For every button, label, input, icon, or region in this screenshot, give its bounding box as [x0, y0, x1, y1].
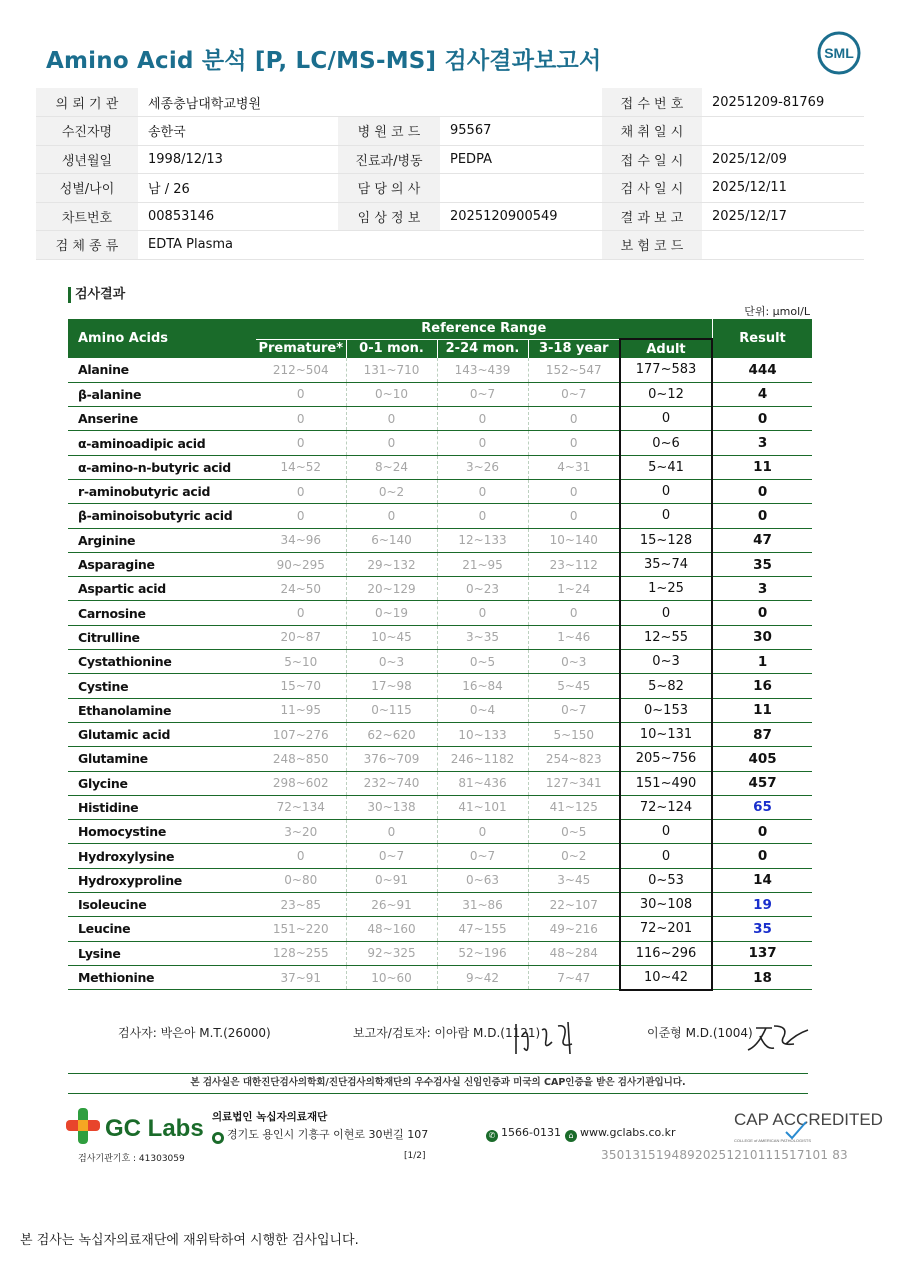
table-row: [68, 382, 812, 406]
table-row: [68, 747, 812, 771]
table-row: [68, 577, 812, 601]
result-value: 444: [712, 358, 812, 382]
adult-range-cell: 0: [620, 479, 712, 503]
reference-range-cell: 10~60: [346, 965, 437, 989]
info-value: 1998/12/13: [138, 145, 338, 174]
amino-acid-name: α-aminoadipic acid: [68, 431, 256, 455]
result-value: 11: [712, 698, 812, 722]
info-label: 임 상 정 보: [338, 202, 440, 231]
table-row: [68, 844, 812, 868]
cap-logo-text: CAP ACCREDITED: [734, 1110, 883, 1129]
info-value: EDTA Plasma: [138, 231, 338, 260]
reference-range-cell: 48~160: [346, 917, 437, 941]
reference-range-cell: 0: [437, 820, 528, 844]
reference-range-cell: 0~91: [346, 868, 437, 892]
table-row: [68, 552, 812, 576]
reference-range-cell: 6~140: [346, 528, 437, 552]
home-icon: ⌂: [565, 1130, 577, 1142]
adult-range-cell: 0: [620, 407, 712, 431]
result-value: 0: [712, 479, 812, 503]
amino-acid-name: Anserine: [68, 407, 256, 431]
reference-range-cell: 23~112: [528, 552, 620, 576]
reference-range-cell: 47~155: [437, 917, 528, 941]
reference-range-cell: 81~436: [437, 771, 528, 795]
reference-range-cell: 0~23: [437, 577, 528, 601]
table-row: [68, 358, 812, 382]
reference-range-cell: 131~710: [346, 358, 437, 382]
reference-range-cell: 72~134: [256, 795, 346, 819]
result-value: 137: [712, 941, 812, 965]
reference-range-cell: 3~26: [437, 455, 528, 479]
result-value: 405: [712, 747, 812, 771]
reference-range-cell: 3~20: [256, 820, 346, 844]
reference-range-cell: 0~2: [528, 844, 620, 868]
result-value: 16: [712, 674, 812, 698]
table-row: [68, 455, 812, 479]
amino-acid-name: r-aminobutyric acid: [68, 479, 256, 503]
table-row: [68, 407, 812, 431]
reference-range-cell: 212~504: [256, 358, 346, 382]
adult-range-cell: 5~41: [620, 455, 712, 479]
reference-range-cell: 0~7: [528, 382, 620, 406]
reference-range-cell: 49~216: [528, 917, 620, 941]
amino-acid-name: Alanine: [68, 358, 256, 382]
table-row: [68, 674, 812, 698]
foundation-name: 의료법인 녹십자의료재단: [212, 1111, 328, 1123]
table-row: [68, 528, 812, 552]
reference-range-cell: 52~196: [437, 941, 528, 965]
table-row: [68, 601, 812, 625]
patient-info-row: [36, 202, 864, 231]
reference-range-cell: 0~63: [437, 868, 528, 892]
reference-range-cell: 0: [528, 504, 620, 528]
info-value: PEDPA: [440, 145, 602, 174]
reference-range-cell: 8~24: [346, 455, 437, 479]
info-label: [338, 88, 440, 117]
reference-range-cell: 298~602: [256, 771, 346, 795]
reference-range-cell: 0: [256, 431, 346, 455]
reference-range-cell: 0: [256, 407, 346, 431]
result-value: 0: [712, 407, 812, 431]
patient-info-row: [36, 174, 864, 203]
sml-logo-text: SML: [824, 45, 854, 61]
info-label: 차트번호: [36, 202, 138, 231]
amino-acid-name: Cystathionine: [68, 650, 256, 674]
amino-acid-name: Citrulline: [68, 625, 256, 649]
table-row: [68, 771, 812, 795]
result-value: 87: [712, 722, 812, 746]
amino-acid-name: Glutamine: [68, 747, 256, 771]
table-row: [68, 650, 812, 674]
website: ⌂ www.gclabs.co.kr: [565, 1126, 676, 1142]
reference-range-cell: 0: [437, 601, 528, 625]
reference-range-cell: 20~129: [346, 577, 437, 601]
result-value: 35: [712, 917, 812, 941]
info-label: 담 당 의 사: [338, 174, 440, 203]
reference-range-cell: 5~150: [528, 722, 620, 746]
reviewer-handwritten-signature: [742, 1016, 812, 1060]
table-row: [68, 820, 812, 844]
info-value: 남 / 26: [138, 174, 338, 203]
result-value: 19: [712, 893, 812, 917]
reference-range-cell: 0~5: [437, 650, 528, 674]
info-label: 보 험 코 드: [602, 231, 702, 260]
reference-range-cell: 0~7: [528, 698, 620, 722]
amino-acid-name: Glutamic acid: [68, 722, 256, 746]
barcode-number: 35013151948920251210111517101 83: [601, 1148, 848, 1162]
info-label: 병 원 코 드: [338, 117, 440, 146]
amino-acid-name: Asparagine: [68, 552, 256, 576]
reference-range-cell: 107~276: [256, 722, 346, 746]
result-value: 35: [712, 552, 812, 576]
info-value: [702, 117, 864, 146]
reference-range-cell: 0: [256, 382, 346, 406]
info-label: [338, 231, 440, 260]
reference-range-cell: 9~42: [437, 965, 528, 989]
adult-range-cell: 0: [620, 844, 712, 868]
amino-acid-name: Leucine: [68, 917, 256, 941]
reference-range-cell: 0: [256, 601, 346, 625]
col-amino-acids: Amino Acids: [68, 319, 256, 358]
result-value: 47: [712, 528, 812, 552]
reference-range-cell: 0: [346, 431, 437, 455]
reference-range-cell: 48~284: [528, 941, 620, 965]
reference-range-cell: 151~220: [256, 917, 346, 941]
info-value: 세종충남대학교병원: [138, 88, 338, 117]
info-label: 의 뢰 기 관: [36, 88, 138, 117]
reference-range-cell: 29~132: [346, 552, 437, 576]
patient-info-row: [36, 88, 864, 117]
sml-logo: [816, 30, 862, 76]
amino-acid-name: Glycine: [68, 771, 256, 795]
patient-info-row: [36, 231, 864, 260]
reference-range-cell: 10~45: [346, 625, 437, 649]
adult-range-cell: 116~296: [620, 941, 712, 965]
amino-acid-name: Arginine: [68, 528, 256, 552]
col-3-18-year: 3-18 year: [528, 339, 620, 358]
phone-icon: ✆: [486, 1130, 498, 1142]
info-label: 성별/나이: [36, 174, 138, 203]
reference-range-cell: 22~107: [528, 893, 620, 917]
info-label: 진료과/병동: [338, 145, 440, 174]
table-row: [68, 917, 812, 941]
section-title: 검사결과: [68, 287, 125, 303]
phone: ✆ 1566-0131: [486, 1126, 561, 1142]
info-label: 수진자명: [36, 117, 138, 146]
patient-info-row: [36, 117, 864, 146]
result-value: 14: [712, 868, 812, 892]
result-value: 3: [712, 577, 812, 601]
amino-acid-name: Cystine: [68, 674, 256, 698]
table-row: [68, 479, 812, 503]
result-value: 4: [712, 382, 812, 406]
certification-notice: 본 검사실은 대한진단검사의학회/진단검사의학재단의 우수검사실 신임인증과 미국의 CAP인증을 받은 검사기관입니다.: [68, 1073, 808, 1094]
amino-acid-name: Lysine: [68, 941, 256, 965]
info-value: 20251209-81769: [702, 88, 864, 117]
amino-acid-name: Aspartic acid: [68, 577, 256, 601]
reference-range-cell: 254~823: [528, 747, 620, 771]
col-premature: Premature*: [256, 339, 346, 358]
reference-range-cell: 0~19: [346, 601, 437, 625]
reference-range-cell: 26~91: [346, 893, 437, 917]
reference-range-cell: 4~31: [528, 455, 620, 479]
reference-range-cell: 10~140: [528, 528, 620, 552]
reference-range-cell: 0~10: [346, 382, 437, 406]
reference-range-cell: 24~50: [256, 577, 346, 601]
adult-range-cell: 151~490: [620, 771, 712, 795]
reference-range-cell: 5~10: [256, 650, 346, 674]
table-row: [68, 431, 812, 455]
result-value: 65: [712, 795, 812, 819]
page-number: [1/2]: [404, 1151, 426, 1161]
amino-acid-name: Hydroxyproline: [68, 868, 256, 892]
info-label: 생년월일: [36, 145, 138, 174]
reference-range-cell: 152~547: [528, 358, 620, 382]
adult-range-cell: 10~131: [620, 722, 712, 746]
reference-range-cell: 14~52: [256, 455, 346, 479]
reference-range-cell: 10~133: [437, 722, 528, 746]
amino-acid-name: Isoleucine: [68, 893, 256, 917]
reference-range-cell: 7~47: [528, 965, 620, 989]
cap-subtext: COLLEGE of AMERICAN PATHOLOGISTS: [734, 1138, 811, 1143]
reference-range-cell: 0: [346, 504, 437, 528]
reference-range-cell: 3~45: [528, 868, 620, 892]
reference-range-cell: 127~341: [528, 771, 620, 795]
info-value: 00853146: [138, 202, 338, 231]
adult-range-cell: 205~756: [620, 747, 712, 771]
reference-range-cell: 16~84: [437, 674, 528, 698]
info-value: [440, 88, 602, 117]
reference-range-cell: 0: [256, 504, 346, 528]
reference-range-cell: 0: [346, 407, 437, 431]
info-label: 검 사 일 시: [602, 174, 702, 203]
reference-range-cell: 0~7: [437, 844, 528, 868]
institution-code: 검사기관기호 : 41303059: [78, 1154, 185, 1164]
adult-range-cell: 10~42: [620, 965, 712, 989]
location-icon: ●: [212, 1132, 224, 1144]
reference-range-cell: 0: [528, 431, 620, 455]
adult-range-cell: 35~74: [620, 552, 712, 576]
cap-accredited-logo: [730, 1108, 883, 1144]
info-label: 채 취 일 시: [602, 117, 702, 146]
adult-range-cell: 177~583: [620, 358, 712, 382]
reference-range-cell: 34~96: [256, 528, 346, 552]
adult-range-cell: 72~201: [620, 917, 712, 941]
table-row: [68, 941, 812, 965]
reference-range-cell: 232~740: [346, 771, 437, 795]
info-value: [702, 231, 864, 260]
result-value: 0: [712, 601, 812, 625]
reference-range-cell: 23~85: [256, 893, 346, 917]
result-value: 0: [712, 820, 812, 844]
address: ● 경기도 용인시 기흥구 이현로 30번길 107: [212, 1126, 428, 1144]
result-value: 0: [712, 504, 812, 528]
reference-range-cell: 0: [528, 479, 620, 503]
reference-range-cell: 37~91: [256, 965, 346, 989]
reference-range-cell: 246~1182: [437, 747, 528, 771]
info-value: 95567: [440, 117, 602, 146]
outsourcing-note: 본 검사는 녹십자의료재단에 재위탁하여 시행한 검사입니다.: [20, 1233, 359, 1248]
info-value: [440, 174, 602, 203]
reference-range-cell: 0: [528, 407, 620, 431]
reference-range-cell: 0~7: [437, 382, 528, 406]
adult-range-cell: 12~55: [620, 625, 712, 649]
reference-range-cell: 12~133: [437, 528, 528, 552]
col-adult: Adult: [620, 339, 712, 358]
reporter-signature: 보고자/검토자: 이아람 M.D.(1121): [353, 1026, 541, 1040]
reference-range-cell: 0~80: [256, 868, 346, 892]
result-value: 11: [712, 455, 812, 479]
info-value: 2025/12/11: [702, 174, 864, 203]
reference-range-cell: 143~439: [437, 358, 528, 382]
info-value: 2025/12/17: [702, 202, 864, 231]
patient-info-row: [36, 145, 864, 174]
reference-range-cell: 376~709: [346, 747, 437, 771]
adult-range-cell: 30~108: [620, 893, 712, 917]
reporter-handwritten-signature: [512, 1016, 582, 1060]
reference-range-cell: 30~138: [346, 795, 437, 819]
info-value: [440, 231, 602, 260]
reference-range-cell: 62~620: [346, 722, 437, 746]
reference-range-cell: 90~295: [256, 552, 346, 576]
info-label: 접 수 번 호: [602, 88, 702, 117]
reference-range-cell: 5~45: [528, 674, 620, 698]
adult-range-cell: 0: [620, 601, 712, 625]
amino-acid-name: Hydroxylysine: [68, 844, 256, 868]
result-value: 0: [712, 844, 812, 868]
reference-range-cell: 20~87: [256, 625, 346, 649]
reference-range-cell: 0: [346, 820, 437, 844]
adult-range-cell: 72~124: [620, 795, 712, 819]
tester-signature: 검사자: 박은아 M.T.(26000): [118, 1026, 271, 1040]
reference-range-cell: 21~95: [437, 552, 528, 576]
info-value: 2025120900549: [440, 202, 602, 231]
reference-range-cell: 0~7: [346, 844, 437, 868]
reference-range-cell: 0~4: [437, 698, 528, 722]
adult-range-cell: 0~3: [620, 650, 712, 674]
patient-info-table: [36, 88, 864, 260]
table-row: [68, 795, 812, 819]
gc-labs-logo: [66, 1106, 211, 1146]
reference-range-cell: 0~3: [528, 650, 620, 674]
table-row: [68, 722, 812, 746]
reference-range-cell: 1~46: [528, 625, 620, 649]
reference-range-cell: 0~3: [346, 650, 437, 674]
unit-label: 단위: μmol/L: [744, 305, 810, 318]
reference-range-cell: 11~95: [256, 698, 346, 722]
table-row: [68, 868, 812, 892]
result-value: 457: [712, 771, 812, 795]
reference-range-cell: 92~325: [346, 941, 437, 965]
reference-range-cell: 41~101: [437, 795, 528, 819]
info-label: 검 체 종 류: [36, 231, 138, 260]
result-value: 18: [712, 965, 812, 989]
reference-range-cell: 17~98: [346, 674, 437, 698]
reference-range-cell: 1~24: [528, 577, 620, 601]
amino-acid-name: Histidine: [68, 795, 256, 819]
table-row: [68, 504, 812, 528]
reference-range-cell: 15~70: [256, 674, 346, 698]
gc-logo-text: GC Labs: [105, 1115, 204, 1142]
reference-range-cell: 0: [528, 601, 620, 625]
adult-range-cell: 0~53: [620, 868, 712, 892]
reference-range-cell: 0: [437, 479, 528, 503]
reference-range-cell: 31~86: [437, 893, 528, 917]
reference-range-cell: 0: [437, 431, 528, 455]
col-reference-range: Reference Range: [256, 319, 712, 339]
adult-range-cell: 0~12: [620, 382, 712, 406]
reviewer-signature: 이준형 M.D.(1004): [647, 1026, 753, 1040]
adult-range-cell: 15~128: [620, 528, 712, 552]
reference-range-cell: 0~115: [346, 698, 437, 722]
col-result: Result: [712, 319, 812, 358]
result-value: 30: [712, 625, 812, 649]
reference-range-cell: 248~850: [256, 747, 346, 771]
reference-range-cell: 0: [437, 407, 528, 431]
amino-acid-name: Carnosine: [68, 601, 256, 625]
amino-acid-name: α-amino-n-butyric acid: [68, 455, 256, 479]
page-title: Amino Acid 분석 [P, LC/MS-MS] 검사결과보고서: [46, 48, 602, 74]
reference-range-cell: 41~125: [528, 795, 620, 819]
table-row: [68, 698, 812, 722]
info-value: 송한국: [138, 117, 338, 146]
reference-range-cell: 0~2: [346, 479, 437, 503]
adult-range-cell: 5~82: [620, 674, 712, 698]
amino-acid-name: β-aminoisobutyric acid: [68, 504, 256, 528]
adult-range-cell: 0: [620, 504, 712, 528]
result-value: 1: [712, 650, 812, 674]
amino-acid-name: Homocystine: [68, 820, 256, 844]
info-label: 결 과 보 고: [602, 202, 702, 231]
green-cross-icon: [66, 1108, 100, 1144]
table-row: [68, 625, 812, 649]
reference-range-cell: 0: [437, 504, 528, 528]
reference-range-cell: 3~35: [437, 625, 528, 649]
col-0-1-mon: 0-1 mon.: [346, 339, 437, 358]
col-2-24-mon: 2-24 mon.: [437, 339, 528, 358]
table-row: [68, 893, 812, 917]
info-label: 접 수 일 시: [602, 145, 702, 174]
reference-range-cell: 128~255: [256, 941, 346, 965]
amino-acid-name: β-alanine: [68, 382, 256, 406]
reference-range-cell: 0: [256, 479, 346, 503]
table-row: [68, 965, 812, 989]
adult-range-cell: 0~6: [620, 431, 712, 455]
reference-range-cell: 0~5: [528, 820, 620, 844]
results-table: [68, 319, 812, 991]
result-value: 3: [712, 431, 812, 455]
amino-acid-name: Ethanolamine: [68, 698, 256, 722]
info-value: 2025/12/09: [702, 145, 864, 174]
adult-range-cell: 0~153: [620, 698, 712, 722]
reference-range-cell: 0: [256, 844, 346, 868]
adult-range-cell: 0: [620, 820, 712, 844]
adult-range-cell: 1~25: [620, 577, 712, 601]
amino-acid-name: Methionine: [68, 965, 256, 989]
